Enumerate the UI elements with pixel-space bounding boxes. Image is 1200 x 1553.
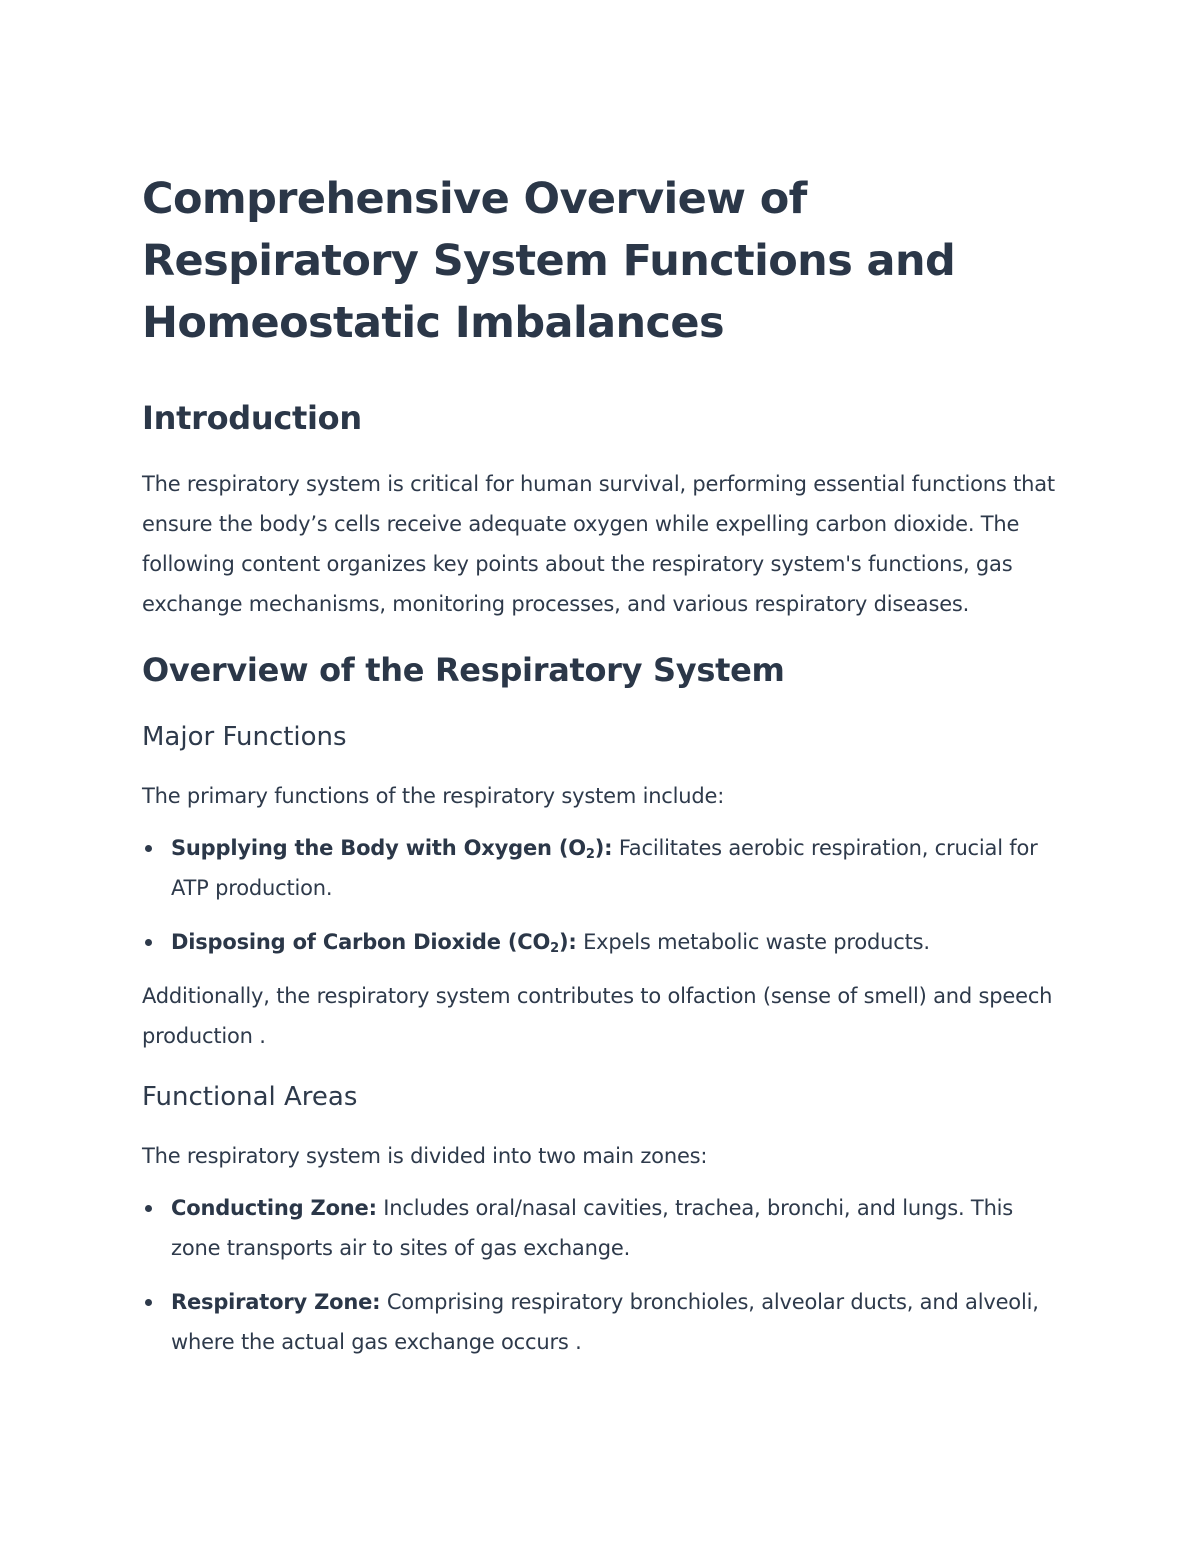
functional-areas-lead: The respiratory system is divided into two main zones: [142,1144,708,1168]
list-item-term: Supplying the Body with Oxygen $(O_2)$: [171,836,613,862]
functional-areas-heading: Functional Areas [142,1082,358,1112]
list-item-text: Includes oral/nasal cavities, trachea, bronchi, and lungs. This zone transports air to sites of gas exchange. [171,1196,1014,1260]
overview-heading: Overview of the Respiratory System [142,651,785,689]
bullet-icon [145,1299,152,1306]
introduction-heading: Introduction [142,399,362,437]
list-item [142,828,1062,908]
overview-section [142,650,1062,1362]
list-item-term: Conducting Zone: [171,1196,377,1220]
bullet-icon [145,1205,152,1212]
introduction-paragraph: The respiratory system is critical for human survival, performing essential functions that ensure the body’s cells receive adequate oxygen while expelling carbon dioxide. The following content organizes key points about the respiratory system's functions, gas exchange mechanisms, monitoring processes, and various respiratory diseases. [142,472,1055,616]
introduction-section [142,398,1062,624]
document-page [142,168,1062,1376]
major-functions-list [142,828,1062,962]
bullet-icon [145,939,152,946]
list-item-term: Disposing of Carbon Dioxide $(CO_2)$: [171,930,577,956]
functional-areas-list [142,1188,1062,1362]
list-item-text: Facilitates aerobic respiration, crucial for ATP production. [171,836,1038,900]
list-item [142,1282,1062,1362]
list-item-term: Respiratory Zone: [171,1290,381,1314]
major-functions-heading: Major Functions [142,722,347,752]
list-item-text: Expels metabolic waste products. [576,930,930,954]
document-title: Comprehensive Overview of Respiratory System Functions and Homeostatic Imbalances [142,174,956,348]
major-functions-lead: The primary functions of the respiratory system include: [142,784,725,808]
additional-functions-paragraph: Additionally, the respiratory system contributes to olfaction (sense of smell) and speech production . [142,984,1053,1048]
bullet-icon [145,845,152,852]
list-item-text: Comprising respiratory bronchioles, alveolar ducts, and alveoli, where the actual gas exchange occurs . [171,1290,1039,1354]
list-item [142,1188,1062,1268]
list-item [142,922,1062,962]
